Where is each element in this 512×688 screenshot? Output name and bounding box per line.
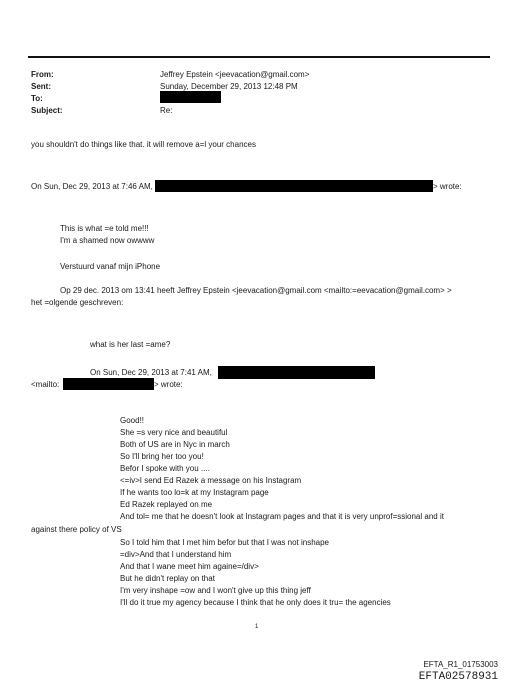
subject-value: Re: — [160, 106, 173, 115]
quote1-header: On Sun, Dec 29, 2013 at 7:46 AM, — [31, 182, 153, 191]
quote1-line: This is what =e told me!!! — [60, 224, 149, 233]
message-line: Both of US are in Nyc in march — [120, 440, 230, 449]
quote2-header: On Sun, Dec 29, 2013 at 7:41 AM, — [90, 368, 212, 377]
quote2-mailto: <mailto: — [31, 380, 60, 389]
message-line: And that I wane meet him againe=/div> — [120, 562, 259, 571]
message-line: I'm very inshape =ow and I won't give up this thing jeff — [120, 586, 311, 595]
message-line: against there policy of VS — [31, 525, 122, 534]
quote1-line: Verstuurd vanaf mijn iPhone — [60, 262, 161, 271]
quote1-line: het =olgende geschreven: — [31, 298, 124, 307]
message-line: She =s very nice and beautiful — [120, 428, 228, 437]
message-line: <=iv>I send Ed Razek a message on his Instagram — [120, 476, 302, 485]
quote2-wrote: > wrote: — [154, 380, 183, 389]
footer-ref-primary: EFTA_R1_01753003 — [423, 660, 498, 669]
quote2-mailto-redaction — [63, 378, 154, 390]
quote2-sender-redaction — [218, 366, 375, 379]
quote1-line: Op 29 dec. 2013 om 13:41 heeft Jeffrey Epstein <jeevacation@gmail.com <mailto:=eevacation@gmail.com> > — [60, 286, 452, 295]
message-line: So I'll bring her too you! — [120, 452, 204, 461]
message-line: =div>And that I understand him — [120, 550, 232, 559]
message-line: Ed Razek replayed on me — [120, 500, 213, 509]
message-line: Befor I spoke with you .... — [120, 464, 210, 473]
subject-label: Subject: — [31, 106, 63, 115]
message-line: So I told him that I met him befor but that I was not inshape — [120, 538, 329, 547]
sent-value: Sunday, December 29, 2013 12:48 PM — [160, 82, 298, 91]
message-line: And tol= me that he doesn't look at Instagram pages and that it is very unprof=ssional and it — [120, 512, 444, 521]
message-line: If he wants too lo=k at my Instagram page — [120, 488, 269, 497]
to-label: To: — [31, 94, 43, 103]
message-line: Good!! — [120, 416, 145, 425]
reply-line: you shouldn't do things like that. it will remove a=l your chances — [31, 140, 256, 149]
from-value: Jeffrey Epstein <jeevacation@gmail.com> — [160, 70, 310, 79]
to-redaction — [160, 91, 221, 103]
from-label: From: — [31, 70, 54, 79]
sent-label: Sent: — [31, 82, 51, 91]
page-number: 1 — [255, 624, 259, 630]
quote1-sender-redaction — [155, 180, 433, 192]
message-line: But he didn't replay on that — [120, 574, 215, 583]
top-rule — [28, 56, 490, 58]
message-line: I'll do it true my agency because I think that he only does it tru= the agencies — [120, 598, 391, 607]
quote2-question: what is her last =ame? — [90, 340, 171, 349]
quote1-wrote: > wrote: — [433, 182, 462, 191]
quote1-line: I'm a shamed now owwww — [60, 236, 155, 245]
footer-ref-secondary: EFTA02578931 — [418, 671, 498, 683]
